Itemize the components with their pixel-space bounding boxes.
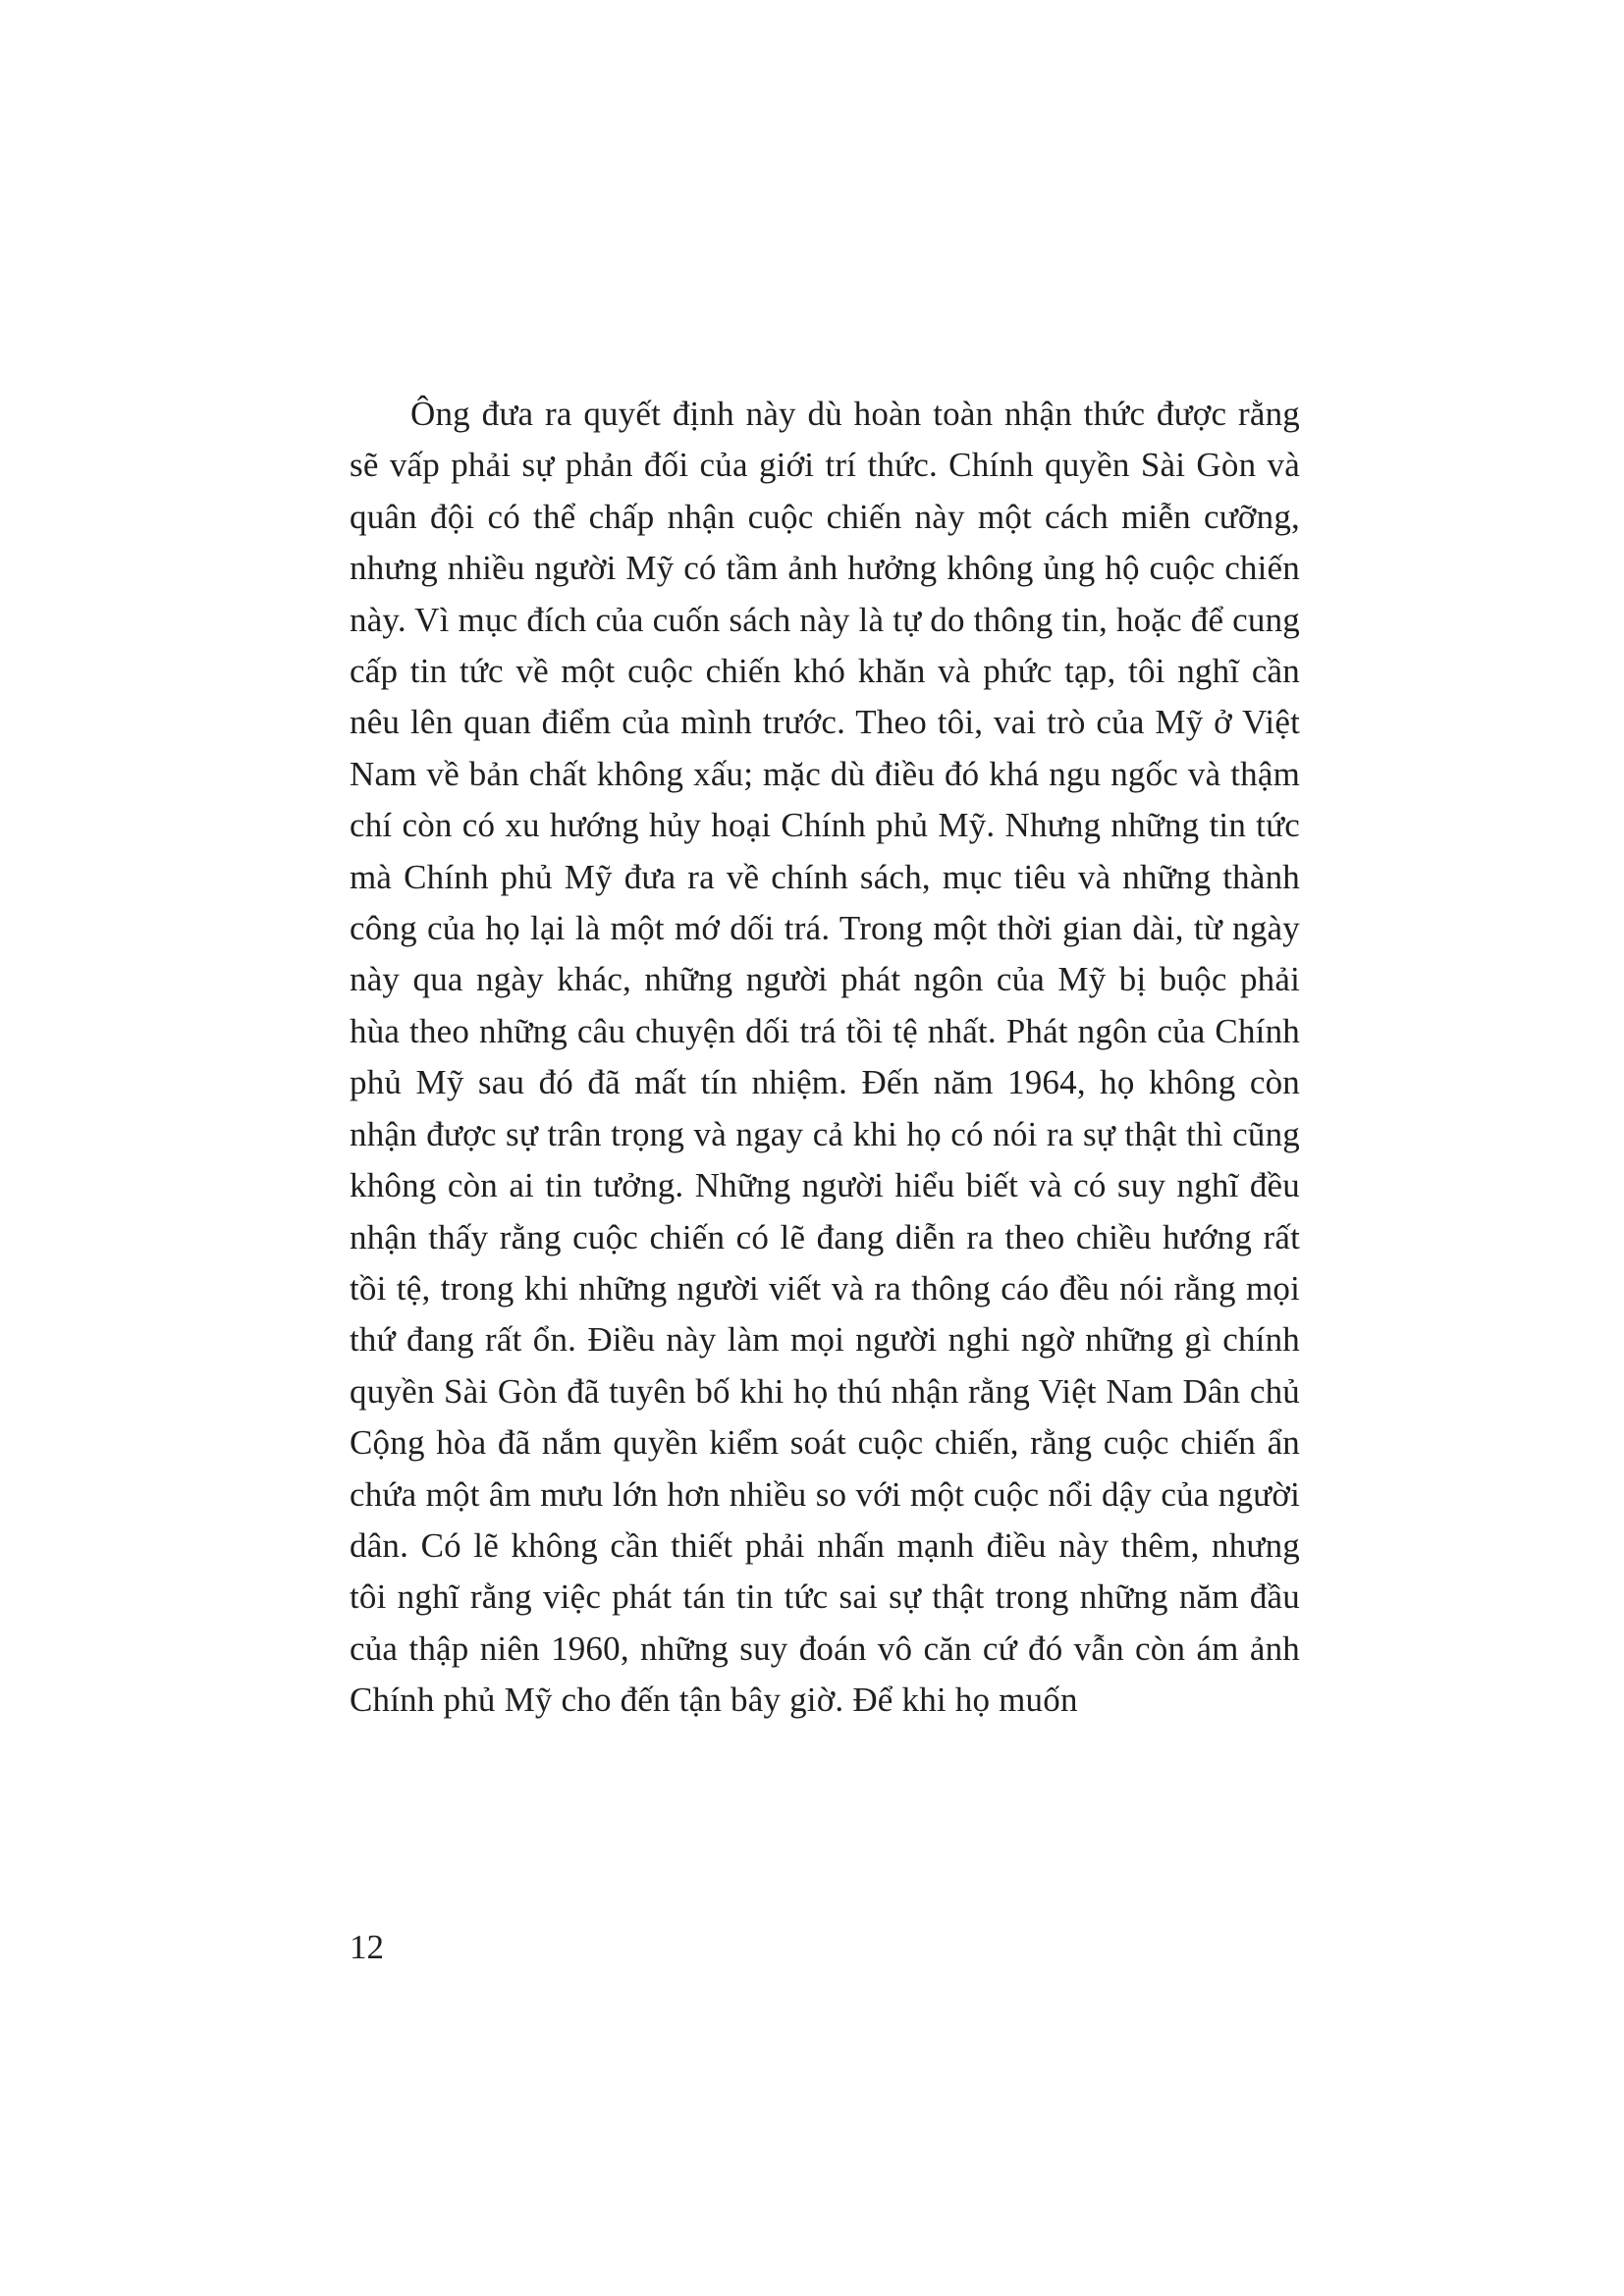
body-text: Ông đưa ra quyết định này dù hoàn toàn nhận thức được rằng sẽ vấp phải sự phản đối của giới trí thức. Chính quyền Sài Gòn và quân đội có thể chấp nhận cuộc chiến này một cách miễn cưỡng, nhưng nhiều người Mỹ có tầm ảnh hưởng không ủng hộ cuộc chiến này. Vì mục đích của cuốn sách này là tự do thông tin, hoặc để cung cấp tin tức về một cuộc chiến khó khăn và phức tạp, tôi nghĩ cần nêu lên quan điểm của mình trước. Theo tôi, vai trò của Mỹ ở Việt Nam về bản chất không xấu; mặc dù điều đó khá ngu ngốc và thậm chí còn có xu hướng hủy hoại Chính phủ Mỹ. Nhưng những tin tức mà Chính phủ Mỹ đưa ra về chính sách, mục tiêu và những thành công của họ lại là một mớ dối trá. Trong một thời gian dài, từ ngày này qua ngày khác, những người phát ngôn của Mỹ bị buộc phải hùa theo những câu chuyện dối trá tồi tệ nhất. Phát ngôn của Chính phủ Mỹ sau đó đã mất tín nhiệm. Đến năm 1964, họ không còn nhận được sự trân trọng và ngay cả khi họ có nói ra sự thật thì cũng không còn ai tin tưởng. Những người hiểu biết và có suy nghĩ đều nhận thấy rằng cuộc chiến có lẽ đang diễn ra theo chiều hướng rất tồi tệ, trong khi những người viết và ra thông cáo đều nói rằng mọi thứ đang rất ổn. Điều này làm mọi người nghi ngờ những gì chính quyền Sài Gòn đã tuyên bố khi họ thú nhận rằng Việt Nam Dân chủ Cộng hòa đã nắm quyền kiểm soát cuộc chiến, rằng cuộc chiến ẩn chứa một âm mưu lớn hơn nhiều so với một cuộc nổi dậy của người dân. Có lẽ không cần thiết phải nhấn mạnh điều này thêm, nhưng tôi nghĩ rằng việc phát tán tin tức sai sự thật trong những năm đầu của thập niên 1960, những suy đoán vô căn cứ đó vẫn còn ám ảnh Chính phủ Mỹ cho đến tận bây giờ. Để khi họ muốn (350, 395, 1300, 1720)
page-number: 12 (350, 1928, 384, 1966)
